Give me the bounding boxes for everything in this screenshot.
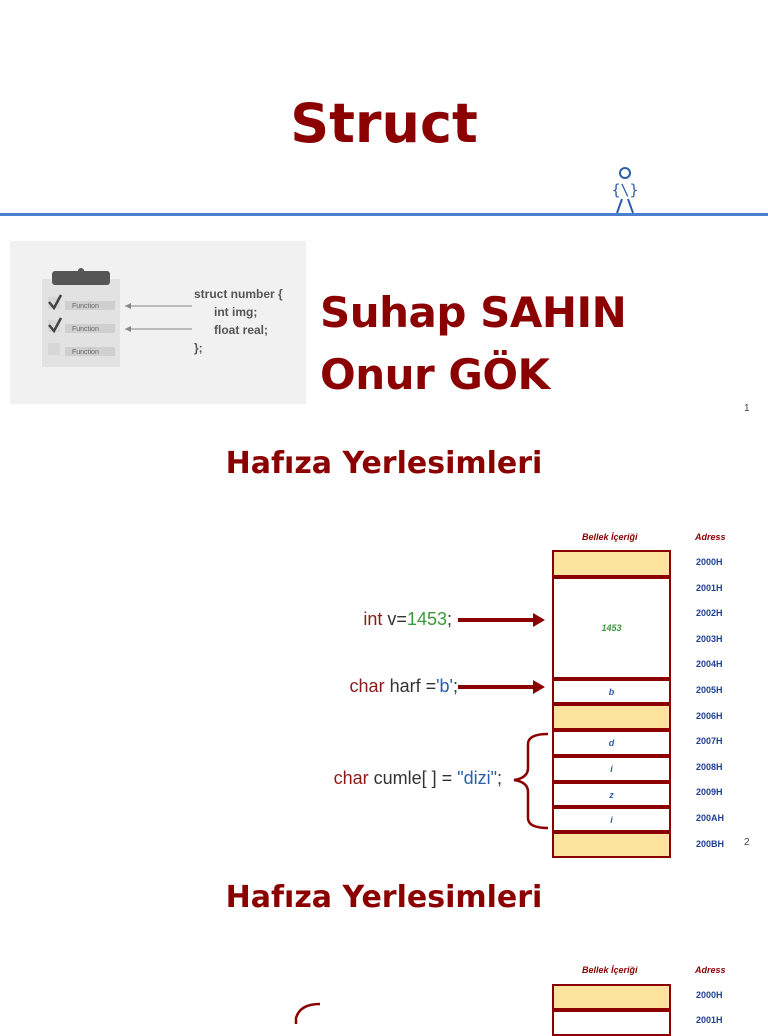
memory-content-header: Bellek İçeriği [582, 532, 638, 542]
brace-icon [286, 1000, 326, 1024]
section-heading-2: Hafıza Yerlesimleri [225, 880, 543, 915]
address-2001h: 2001H [696, 1015, 723, 1025]
memory-value-array-1: i [610, 764, 613, 774]
thumb-code-line-3: float real; [214, 323, 269, 337]
memory-cell [552, 1010, 671, 1036]
arrow-int-icon [458, 613, 545, 627]
arrow-char-icon [458, 680, 545, 694]
address-2001h: 2001H [696, 583, 723, 593]
memory-value-int: 1453 [601, 623, 622, 633]
thumb-item-1: Function [72, 303, 99, 310]
address-200bh: 200BH [696, 839, 725, 849]
section-heading-1: Hafıza Yerlesimleri [225, 446, 543, 481]
code-identifier: cumle[ ] = [368, 768, 458, 788]
thumb-code-line-2: int img; [214, 305, 258, 319]
address-200ah: 200AH [696, 813, 725, 823]
address-2000h: 2000H [696, 557, 723, 567]
slide-title: Struct [290, 92, 478, 155]
thumb-code-line-1: struct number { [194, 287, 283, 301]
memory-content-header: Bellek İçeriği [582, 965, 638, 975]
memory-value-array-3: i [610, 814, 613, 825]
memory-value-array-2: z [609, 789, 614, 800]
brace-icon [514, 734, 548, 828]
code-keyword: char [349, 676, 385, 696]
page-number-1: 1 [744, 403, 750, 414]
address-2006h: 2006H [696, 711, 723, 721]
code-value: 1453 [406, 609, 447, 629]
code-value: 'b' [436, 676, 453, 696]
thumb-item-3: Function [72, 349, 99, 356]
author-name-2: Onur GÖK [320, 350, 550, 399]
address-2009h: 2009H [696, 787, 723, 797]
code-terminator: ; [452, 676, 458, 696]
address-2007h: 2007H [696, 736, 723, 746]
code-identifier: v= [382, 609, 407, 629]
address-2008h: 2008H [696, 762, 723, 772]
address-2002h: 2002H [696, 608, 723, 618]
address-header: Adress [695, 965, 726, 975]
code-value: "dizi" [457, 768, 497, 788]
address-2000h: 2000H [696, 990, 723, 1000]
address-header: Adress [695, 532, 726, 542]
code-terminator: ; [496, 768, 502, 788]
address-2004h: 2004H [696, 659, 723, 669]
code-identifier: harf = [384, 676, 437, 696]
memory-value-array-0: d [608, 738, 615, 748]
thumb-item-2: Function [72, 326, 99, 333]
code-keyword: int [363, 609, 383, 629]
author-name-1: Suhap SAHIN [320, 288, 627, 337]
address-2005h: 2005H [696, 685, 723, 695]
code-terminator: ; [446, 609, 452, 629]
page-number-2: 2 [744, 837, 750, 848]
thumb-code-line-4: }; [194, 341, 203, 355]
address-2003h: 2003H [696, 634, 723, 644]
memory-value-char: b [608, 686, 615, 697]
code-keyword: char [333, 768, 369, 788]
svg-text:{\}: {\} [611, 181, 639, 199]
memory-cell-empty [552, 984, 671, 1010]
